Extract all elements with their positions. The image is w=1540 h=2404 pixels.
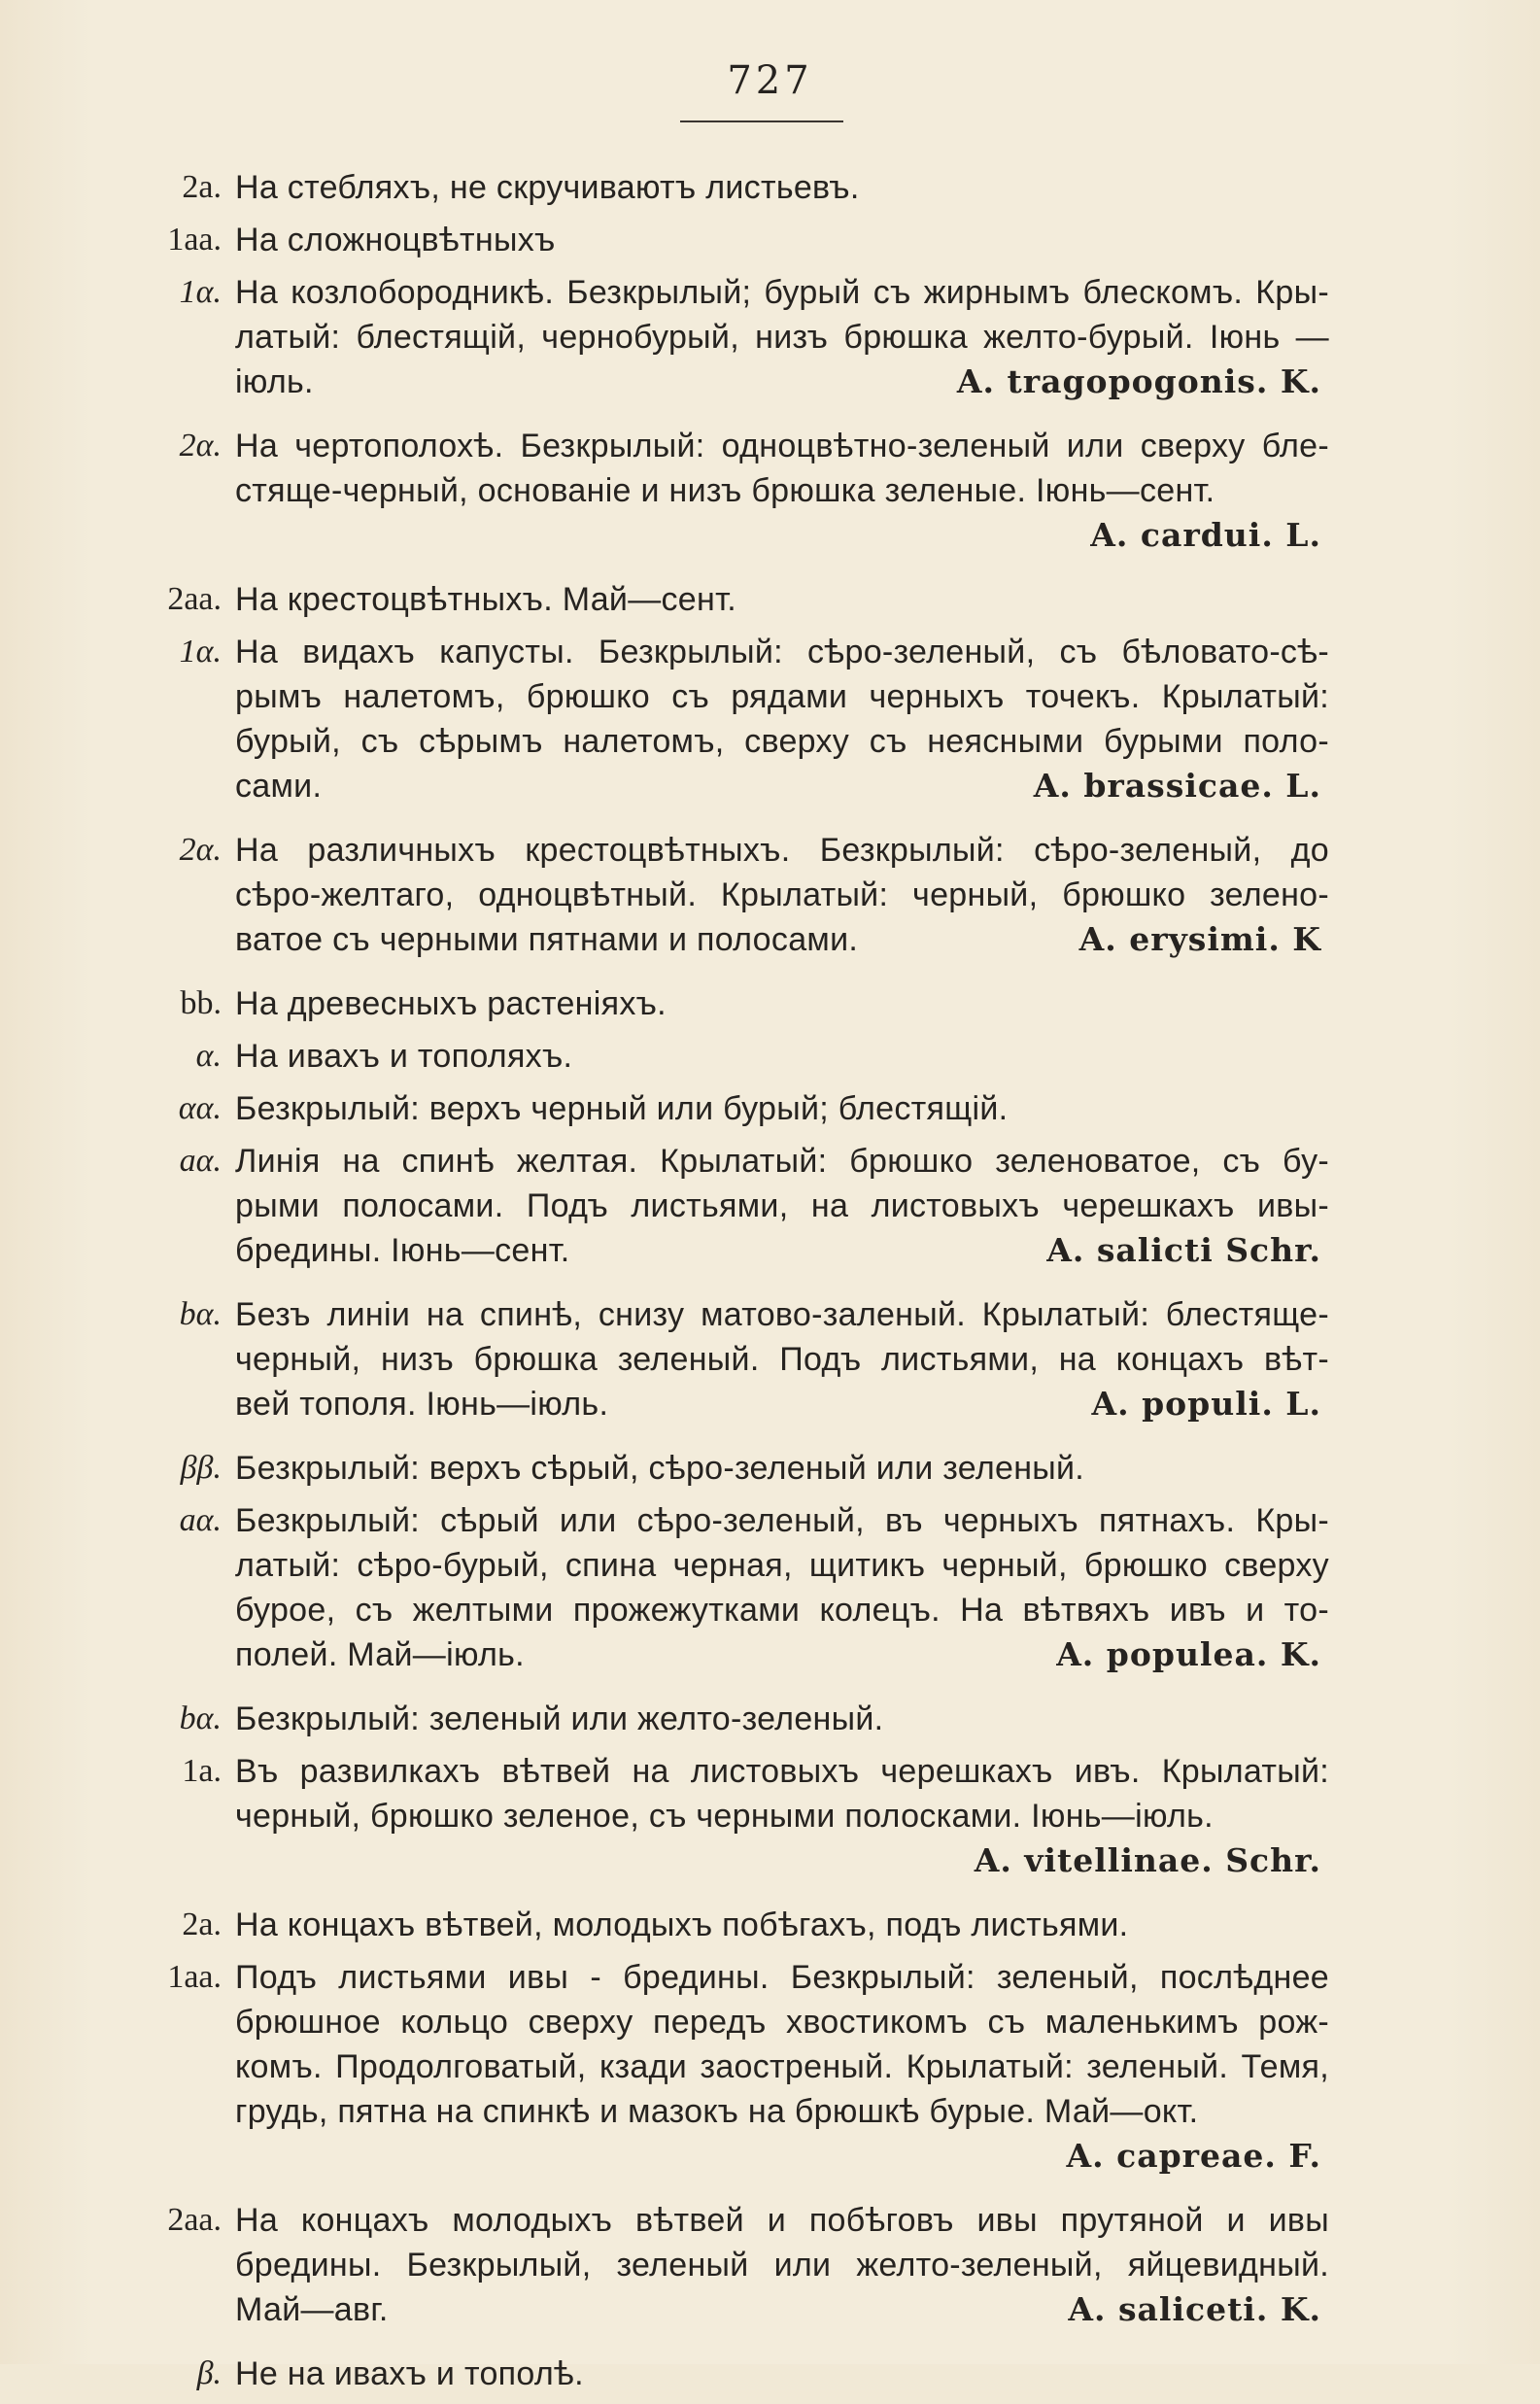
entry-text — [235, 1086, 1329, 1131]
key-entry — [144, 981, 1329, 1026]
entry-line: Безкрылый: верхъ сѣрый, сѣро-зеленый или зеленый. — [235, 1450, 1085, 1487]
entry-marker: 2aa. — [167, 2202, 222, 2238]
entry-last-line — [235, 917, 1329, 962]
species-name: A. tragopogonis. K. — [956, 362, 1321, 400]
entry-text — [235, 1498, 1329, 1677]
entry-line: іюль. — [235, 363, 314, 400]
entry-last-line — [235, 764, 1329, 808]
entry-line: На различныхъ крестоцвѣтныхъ. Безкрылый: сѣро-зеленый, до — [235, 832, 1329, 869]
entry-marker: bα. — [179, 1700, 222, 1736]
key-entry — [144, 1292, 1329, 1426]
entry-line: латый: блестящій, чернобурый, низъ брюшка желто-бурый. Іюнь — — [235, 319, 1329, 356]
entry-text — [235, 2352, 1329, 2396]
entry-line: стяще-черный, основаніе и низъ брюшка зеленые. Іюнь—сент. — [235, 472, 1215, 509]
entry-text — [235, 981, 1329, 1026]
entry-text — [235, 828, 1329, 962]
entry-text — [235, 1697, 1329, 1741]
entry-line: Подъ листьями ивы - бредины. Безкрылый: зеленый, послѣднее — [235, 1959, 1329, 1996]
entry-line: бурое, съ желтыми прожежутками колецъ. На вѣтвяхъ ивъ и то- — [235, 1592, 1329, 1629]
key-entry — [144, 165, 1329, 210]
entry-marker: 1aa. — [167, 1959, 222, 1995]
key-entry — [144, 1086, 1329, 1131]
entry-line: брюшное кольцо сверху передъ хвостикомъ съ маленькимъ рож- — [235, 2004, 1329, 2041]
entry-line: На древесныхъ растеніяхъ. — [235, 985, 667, 1022]
entry-text — [235, 1446, 1329, 1491]
entry-text — [235, 1955, 1329, 2179]
entry-line: полей. Май—іюль. — [235, 1636, 525, 1673]
entry-line: На ивахъ и тополяхъ. — [235, 1038, 573, 1075]
entry-marker: 2α. — [179, 428, 222, 464]
entry-text — [235, 1034, 1329, 1079]
entry-line: латый: сѣро-бурый, спина черная, щитикъ черный, брюшко сверху — [235, 1547, 1329, 1584]
entry-line: На концахъ молодыхъ вѣтвей и побѣговъ ивы прутяной и ивы — [235, 2202, 1329, 2239]
entry-text — [235, 1139, 1329, 1273]
species-name: A. cardui. L. — [1090, 516, 1321, 554]
entry-line: Безъ линіи на спинѣ, снизу матово-заленый. Крылатый: блестяще- — [235, 1296, 1329, 1333]
entry-marker: 1α. — [179, 634, 222, 670]
key-entry — [144, 218, 1329, 262]
entry-marker: 2α. — [179, 832, 222, 868]
page-number: 727 — [727, 58, 813, 103]
species-name: A. erysimi. K — [1078, 920, 1321, 958]
entry-line: бредины. Іюнь—сент. — [235, 1232, 570, 1269]
entry-last-line — [235, 2287, 1329, 2332]
key-entry — [144, 1139, 1329, 1273]
entry-line: Не на ивахъ и тополѣ. — [235, 2355, 584, 2392]
entry-last-line — [235, 360, 1329, 404]
entry-text — [235, 218, 1329, 262]
entry-marker: 1a. — [182, 1753, 222, 1789]
key-entry — [144, 828, 1329, 962]
entry-line: грудь, пятна на спинкѣ и мазокъ на брюшкѣ бурые. Май—окт. — [235, 2093, 1199, 2130]
entry-line: рымъ налетомъ, брюшко съ рядами черныхъ точекъ. Крылатый: — [235, 678, 1329, 715]
entry-marker: bb. — [180, 985, 222, 1021]
entry-marker: aα. — [179, 1502, 222, 1538]
key-entry — [144, 1903, 1329, 1947]
key-entry — [144, 2352, 1329, 2396]
entry-text — [235, 1903, 1329, 1947]
key-entry — [144, 1446, 1329, 1491]
entry-line: Линія на спинѣ желтая. Крылатый: брюшко зеленоватое, съ бу- — [235, 1143, 1329, 1180]
header-rule — [680, 120, 843, 122]
entry-line: На стебляхъ, не скручиваютъ листьевъ. — [235, 169, 860, 206]
entry-marker: ββ. — [180, 1450, 222, 1486]
entry-marker: α. — [195, 1038, 222, 1074]
entry-line: На козлобородникѣ. Безкрылый; бурый съ жирнымъ блескомъ. Кры- — [235, 274, 1329, 311]
entry-text — [235, 1749, 1329, 1883]
key-entry — [144, 1749, 1329, 1883]
entry-marker: 1α. — [179, 274, 222, 310]
entry-text — [235, 424, 1329, 558]
entry-line: черный, низъ брюшка зеленый. Подъ листьями, на концахъ вѣт- — [235, 1341, 1329, 1378]
key-entry — [144, 577, 1329, 622]
entry-line: комъ. Продолговатый, кзади заостреный. Крылатый: зеленый. Темя, — [235, 2048, 1329, 2085]
key-entry — [144, 2198, 1329, 2332]
entry-line: сами. — [235, 768, 323, 805]
entry-line: Май—авг. — [235, 2291, 389, 2328]
key-entry — [144, 424, 1329, 558]
species-name: A. saliceti. K. — [1068, 2290, 1321, 2328]
entry-line: сѣро-желтаго, одноцвѣтный. Крылатый: черный, брюшко зелено- — [235, 876, 1329, 913]
entry-text — [235, 577, 1329, 622]
entry-line: черный, брюшко зеленое, съ черными полосками. Іюнь—іюль. — [235, 1798, 1214, 1835]
entry-line: На видахъ капусты. Безкрылый: сѣро-зеленый, съ бѣловато-сѣ- — [235, 634, 1329, 670]
entry-marker: 2aa. — [167, 581, 222, 617]
entry-marker: αα. — [178, 1090, 222, 1126]
key-entry — [144, 1034, 1329, 1079]
entry-line: бредины. Безкрылый, зеленый или желто-зеленый, яйцевидный. — [235, 2247, 1329, 2284]
entry-marker: 2a. — [182, 169, 222, 205]
species-name: A. salicti Schr. — [1046, 1231, 1321, 1269]
entry-text — [235, 165, 1329, 210]
entry-line: Безкрылый: зеленый или желто-зеленый. — [235, 1700, 884, 1737]
entry-last-line — [235, 1382, 1329, 1426]
entry-last-line — [235, 1228, 1329, 1273]
entry-marker: 2a. — [182, 1906, 222, 1942]
entry-marker: β. — [196, 2355, 222, 2391]
species-name: A. populi. L. — [1091, 1385, 1321, 1423]
entry-line: На чертополохѣ. Безкрылый: одноцвѣтно-зеленый или сверху бле- — [235, 428, 1329, 464]
entry-marker: 1aa. — [167, 222, 222, 258]
key-entry — [144, 630, 1329, 808]
entry-marker: bα. — [179, 1296, 222, 1332]
entry-text — [235, 630, 1329, 808]
species-name: A. populea. K. — [1056, 1635, 1321, 1673]
entry-line: На крестоцвѣтныхъ. Май—сент. — [235, 581, 736, 618]
entry-line: На концахъ вѣтвей, молодыхъ побѣгахъ, подъ листьями. — [235, 1906, 1129, 1943]
entry-text — [235, 270, 1329, 404]
key-text — [144, 165, 1329, 2404]
entry-line: Безкрылый: сѣрый или сѣро-зеленый, въ черныхъ пятнахъ. Кры- — [235, 1502, 1329, 1539]
entry-text — [235, 2198, 1329, 2332]
entry-line: На сложноцвѣтныхъ — [235, 222, 556, 258]
entry-last-line — [235, 1632, 1329, 1677]
species-name: A. vitellinae. Schr. — [974, 1841, 1321, 1879]
key-entry — [144, 1955, 1329, 2179]
entry-line: бурый, съ сѣрымъ налетомъ, сверху съ неясными бурыми поло- — [235, 723, 1329, 760]
entry-line: рыми полосами. Подъ листьями, на листовыхъ черешкахъ ивы- — [235, 1187, 1329, 1224]
species-name: A. brassicae. L. — [1033, 767, 1321, 805]
key-entry — [144, 1697, 1329, 1741]
entry-marker: aα. — [179, 1143, 222, 1179]
key-entry — [144, 1498, 1329, 1677]
entry-line: ватое съ черными пятнами и полосами. — [235, 921, 859, 958]
species-name: A. capreae. F. — [1066, 2137, 1321, 2175]
entry-line: Безкрылый: верхъ черный или бурый; блестящій. — [235, 1090, 1009, 1127]
entry-line: вей тополя. Іюнь—іюль. — [235, 1386, 609, 1423]
key-entry — [144, 270, 1329, 404]
entry-line: Въ развилкахъ вѣтвей на листовыхъ черешкахъ ивъ. Крылатый: — [235, 1753, 1329, 1790]
entry-text — [235, 1292, 1329, 1426]
